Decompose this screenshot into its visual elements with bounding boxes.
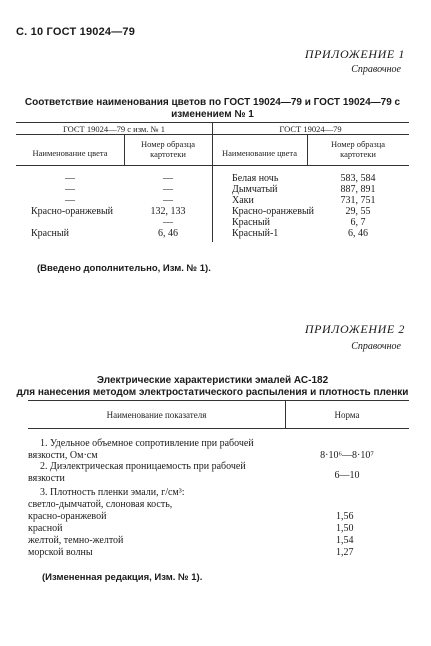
group-header-left: ГОСТ 19024—79 с изм. № 1 <box>62 124 166 134</box>
table-cell: — <box>163 184 173 195</box>
table-cell: Красный <box>31 228 69 239</box>
table-cell: — <box>163 217 173 228</box>
table-cell: — <box>163 173 173 184</box>
appendix-1-title-line1: Соответствие наименования цветов по ГОСТ 19024—79 и ГОСТ 19024—79 с <box>24 97 401 108</box>
table-cell: 731, 751 <box>340 195 376 206</box>
appendix-1-sublabel: Справочное <box>351 64 401 75</box>
col-header-num-left <box>124 139 212 159</box>
table-cell: — <box>65 184 75 195</box>
table-cell: 583, 584 <box>340 173 376 184</box>
table-cell: 6, 46 <box>158 228 178 239</box>
table-cell: Белая ночь <box>232 173 279 184</box>
table-cell: 6, 46 <box>348 228 368 239</box>
table-cell: — <box>163 195 173 206</box>
table-cell: Красно-оранжевый <box>232 206 315 217</box>
group-header-right: ГОСТ 19024—79 <box>279 124 342 134</box>
list-item: 2. Диэлектрическая проницаемость при рабочей <box>40 461 246 472</box>
density-value: 1,56 <box>336 511 354 522</box>
table2-top-rule <box>28 400 409 401</box>
density-label: красно-оранжевой <box>28 511 107 522</box>
appendix-2-title <box>16 375 409 399</box>
appendix-1-label: ПРИЛОЖЕНИЕ 1 <box>304 47 405 61</box>
table-cell: Дымчатый <box>232 184 278 195</box>
appendix-1-title <box>16 97 409 121</box>
list-item: вязкости <box>28 473 65 484</box>
col-header-num-right <box>307 139 409 159</box>
col-header-num-left-l2: картотеки <box>150 149 186 159</box>
density-label: морской волны <box>28 547 93 558</box>
list-item: вязкости, Ом·см <box>28 450 98 461</box>
appendix-2-title-line2: для нанесения методом электростатического распыления и плотность пленки <box>16 387 409 398</box>
table-cell: Красный-1 <box>232 228 279 239</box>
col-header-name-right: Наименование цвета <box>222 148 297 158</box>
table-group-divider <box>212 122 213 242</box>
density-value: 1,27 <box>336 547 354 558</box>
density-label: светло-дымчатой, слоновая кость, <box>28 499 173 510</box>
appendix-2-label: ПРИЛОЖЕНИЕ 2 <box>304 322 405 336</box>
col-header-indicator: Наименование показателя <box>106 410 207 420</box>
density-label: красной <box>28 523 63 534</box>
table-cell: — <box>65 195 75 206</box>
appendix-1-title-line2: изменением № 1 <box>171 109 254 120</box>
col-header-num-right-l2: картотеки <box>340 149 376 159</box>
list-item: 1. Удельное объемное сопротивление при рабочей <box>40 438 254 449</box>
col-header-name-left: Наименование цвета <box>32 148 108 158</box>
appendix-2-note: (Измененная редакция, Изм. № 1). <box>42 572 203 583</box>
table-cell: Хаки <box>232 195 254 206</box>
table2-header-rule <box>28 428 409 429</box>
list-item: 3. Плотность пленки эмали, г/см³: <box>40 487 185 498</box>
norm-value: 6—10 <box>334 470 360 481</box>
col-header-num-right-l1: Номер образца <box>330 139 386 149</box>
density-value: 1,50 <box>336 523 354 534</box>
table-cell: 887, 891 <box>340 184 376 195</box>
col-header-num-left-l1: Номер образца <box>140 139 196 149</box>
norm-value: 8·10⁶—8·10⁷ <box>320 450 374 461</box>
appendix-1-note: (Введено дополнительно, Изм. № 1). <box>37 263 211 274</box>
appendix-2-title-line1: Электрические характеристики эмалей АС-182 <box>96 375 329 386</box>
table-cell: 6, 7 <box>350 217 366 228</box>
page-header: С. 10 ГОСТ 19024—79 <box>16 26 136 38</box>
table-cell: 132, 133 <box>150 206 186 217</box>
table-cell: Красный <box>232 217 270 228</box>
table-cell: — <box>65 173 75 184</box>
density-value: 1,54 <box>336 535 354 546</box>
table-cell: Красно-оранжевый <box>31 206 114 217</box>
appendix-2-sublabel: Справочное <box>351 341 401 352</box>
density-label: желтой, темно-желтой <box>28 535 124 546</box>
table-cell: 29, 55 <box>345 206 371 217</box>
col-header-norm: Норма <box>334 410 360 420</box>
